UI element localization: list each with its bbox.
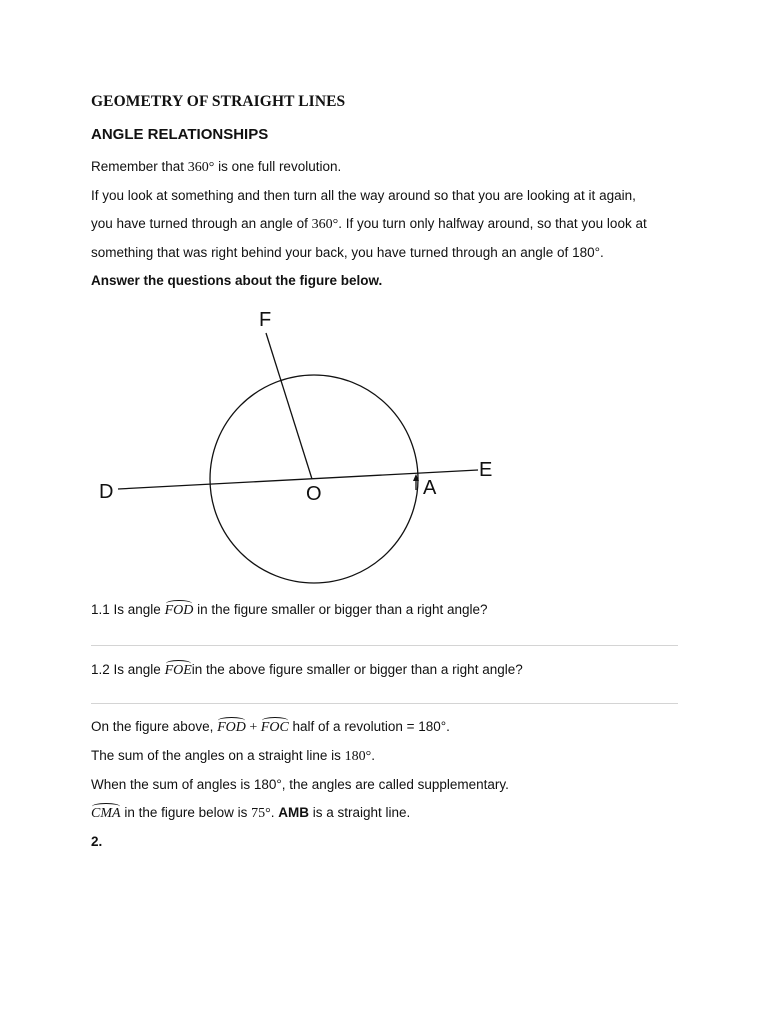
instruction: Answer the questions about the figure below.	[91, 273, 383, 288]
label-F: F	[259, 309, 272, 331]
segment-OF	[266, 333, 312, 479]
intro-line-3: you have turned through an angle of 360°. If you turn only halfway around, so that you look at	[91, 216, 647, 232]
intro-line-1: Remember that 360° is one full revolution.	[91, 159, 342, 175]
page-title: GEOMETRY OF STRAIGHT LINES	[91, 93, 346, 110]
answer-line-1-1[interactable]	[91, 645, 678, 646]
intro-line-4: something that was right behind your back, you have turned through an angle of 180°.	[91, 245, 604, 260]
question-1-2: 1.2 Is angle FOEin the above figure smaller or bigger than a right angle?	[91, 662, 523, 678]
note-line-4: CMA in the figure below is 75°. AMB is a straight line.	[91, 805, 411, 821]
section-heading: ANGLE RELATIONSHIPS	[91, 126, 269, 143]
label-O: O	[306, 483, 322, 505]
label-A: A	[423, 477, 437, 499]
answer-line-1-2[interactable]	[91, 703, 678, 704]
question-2-number: 2.	[91, 834, 103, 849]
intro-line-2: If you look at something and then turn all the way around so that you are looking at it again,	[91, 188, 636, 203]
label-D: D	[99, 481, 114, 503]
label-E: E	[479, 459, 493, 481]
question-1-1: 1.1 Is angle FOD in the figure smaller or bigger than a right angle?	[91, 602, 488, 618]
note-line-3: When the sum of angles is 180°, the angles are called supplementary.	[91, 777, 509, 792]
note-line-2: The sum of the angles on a straight line is 180°.	[91, 748, 376, 764]
note-line-1: On the figure above, FOD + FOC half of a revolution = 180°.	[91, 719, 450, 735]
